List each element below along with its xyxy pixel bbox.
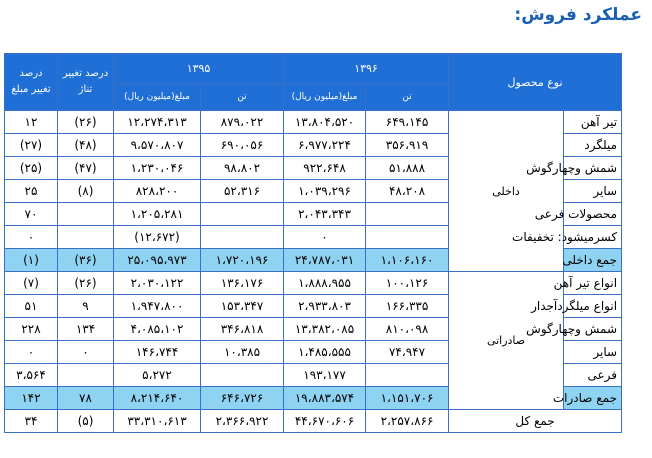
amount-1396-cell: ۱۳،۳۸۲،۰۸۵ [284,318,366,341]
amount-1396-cell: ۰ [284,226,366,249]
amount-1395-cell: ۱۴۶،۷۴۴ [114,341,201,364]
pct-amount-cell: ۱۲ [5,111,58,134]
pct-amount-cell: ۱۴۲ [5,387,58,410]
pct-tonnage-cell [58,226,114,249]
amount-1395-cell: ۱۲،۲۷۴،۳۱۳ [114,111,201,134]
ton-1396-cell: ۲،۲۵۷،۸۶۶ [366,410,449,433]
amount-1395-cell: ۱،۲۰۵،۲۸۱ [114,203,201,226]
ton-1395-header: تن [201,84,284,111]
pct-tonnage-cell: (۲۶) [58,272,114,295]
pct-tonnage-cell: (۳۶) [58,249,114,272]
product-cell: جمع صادرات [564,387,622,410]
pct-amount-cell: ۲۲۸ [5,318,58,341]
product-cell: کسرمیشود: تخفیفات [564,226,622,249]
ton-1395-cell: ۱۰،۳۸۵ [201,341,284,364]
ton-1395-cell: ۵۲،۳۱۶ [201,180,284,203]
amount-1396-cell: ۲،۹۳۳،۸۰۳ [284,295,366,318]
product-cell: سایر [564,341,622,364]
pct-amount-cell: ۰ [5,341,58,364]
ton-1396-cell: ۱،۱۵۱،۷۰۶ [366,387,449,410]
ton-1395-cell [201,203,284,226]
amount-1396-cell: ۱،۰۳۹،۲۹۶ [284,180,366,203]
amount-1396-cell: ۱۳،۸۰۴،۵۲۰ [284,111,366,134]
amount-1396-cell: ۴۴،۶۷۰،۶۰۶ [284,410,366,433]
product-cell: شمش وچهارگوش [564,318,622,341]
product-cell: تیر آهن [564,111,622,134]
ton-1396-cell: ۵۱،۸۸۸ [366,157,449,180]
amount-1396-cell: ۱۹۳،۱۷۷ [284,364,366,387]
product-type-header: نوع محصول [449,54,622,111]
product-cell: جمع کل [449,410,622,433]
pct-tonnage-cell [58,203,114,226]
pct-amount-cell: (۲۷) [5,134,58,157]
pct-tonnage-cell [58,364,114,387]
product-cell: سایر [564,180,622,203]
amount-1395-cell: ۳۳،۳۱۰،۶۱۳ [114,410,201,433]
pct-amount-cell: ۳۴ [5,410,58,433]
pct-amount-cell: (۷) [5,272,58,295]
amount-1396-cell: ۶،۹۷۷،۲۲۴ [284,134,366,157]
ton-1396-cell: ۴۸،۲۰۸ [366,180,449,203]
ton-1396-cell: ۷۴،۹۴۷ [366,341,449,364]
ton-1396-cell [366,203,449,226]
ton-1395-cell: ۳۴۶،۸۱۸ [201,318,284,341]
product-cell: فرعی [564,364,622,387]
amount-1395-cell: ۲۵،۰۹۵،۹۷۳ [114,249,201,272]
ton-1396-cell: ۱،۱۰۶،۱۶۰ [366,249,449,272]
amount-1395-cell: ۴،۰۸۵،۱۰۲ [114,318,201,341]
pct-amount-cell: ۳،۵۶۴ [5,364,58,387]
ton-1395-cell: ۱،۷۲۰،۱۹۶ [201,249,284,272]
amount-1396-header: مبلغ(میلیون ریال) [284,84,366,111]
amount-1395-cell: ۹،۵۷۰،۸۰۷ [114,134,201,157]
table-row [5,111,622,134]
year-1396-header: ۱۳۹۶ [284,54,449,84]
product-cell: انواع میلگردآجدار [564,295,622,318]
pct-amount-cell: ۵۱ [5,295,58,318]
pct-tonnage-cell: (۸) [58,180,114,203]
ton-1395-cell [201,226,284,249]
group-label-export: صادراتی [449,272,564,410]
table-row [5,272,622,295]
ton-1395-cell: ۹۸،۸۰۲ [201,157,284,180]
amount-1395-cell: ۲،۰۳۰،۱۲۲ [114,272,201,295]
group-label-domestic: داخلی [449,111,564,272]
ton-1395-cell: ۸۷۹،۰۲۲ [201,111,284,134]
amount-1396-cell: ۲۴،۷۸۷،۰۳۱ [284,249,366,272]
product-cell: جمع داخلی [564,249,622,272]
pct-tonnage-cell: (۴۷) [58,157,114,180]
pct-amount-cell: ۷۰ [5,203,58,226]
pct-tonnage-cell: ۷۸ [58,387,114,410]
ton-1395-cell: ۶۹۰،۰۵۶ [201,134,284,157]
product-cell: محصولات فرعی [564,203,622,226]
amount-1396-cell: ۹۲۲،۶۴۸ [284,157,366,180]
amount-1396-cell: ۱۹،۸۸۳،۵۷۴ [284,387,366,410]
amount-1395-cell: ۸۲۸،۲۰۰ [114,180,201,203]
product-cell: شمش وچهارگوش [564,157,622,180]
pct-tonnage-cell: ۰ [58,341,114,364]
ton-1395-cell: ۶۴۶،۷۲۶ [201,387,284,410]
amount-1396-cell: ۲،۰۴۳،۳۴۳ [284,203,366,226]
ton-1395-cell: ۲،۳۶۶،۹۲۲ [201,410,284,433]
year-1395-header: ۱۳۹۵ [114,54,284,84]
ton-1396-cell: ۶۴۹،۱۴۵ [366,111,449,134]
pct-change-amount-header: درصد تغییر مبلغ [5,54,58,111]
pct-change-tonnage-header: درصد تغییر تناژ [58,54,114,111]
amount-1395-cell: ۸،۲۱۴،۶۴۰ [114,387,201,410]
pct-tonnage-cell: (۲۶) [58,111,114,134]
product-cell: میلگرد [564,134,622,157]
ton-1396-cell: ۱۶۶،۳۳۵ [366,295,449,318]
ton-1395-cell [201,364,284,387]
pct-tonnage-cell: ۹ [58,295,114,318]
pct-amount-cell: (۲۵) [5,157,58,180]
amount-1396-cell: ۱،۴۸۵،۵۵۵ [284,341,366,364]
pct-tonnage-cell: (۴۸) [58,134,114,157]
ton-1396-cell: ۳۵۶،۹۱۹ [366,134,449,157]
pct-tonnage-cell: (۵) [58,410,114,433]
pct-amount-cell: (۱) [5,249,58,272]
page-title: عملکرد فروش: [514,5,642,25]
product-cell: انواع تیر آهن [564,272,622,295]
pct-amount-cell: ۰ [5,226,58,249]
sales-performance-table [4,53,622,433]
amount-1395-cell: (۱۲،۶۷۲) [114,226,201,249]
amount-1395-cell: ۵،۲۷۲ [114,364,201,387]
amount-1396-cell: ۱،۸۸۸،۹۵۵ [284,272,366,295]
ton-1395-cell: ۱۵۳،۳۴۷ [201,295,284,318]
ton-1396-cell: ۱۰۰،۱۲۶ [366,272,449,295]
amount-1395-cell: ۱،۹۴۷،۸۰۰ [114,295,201,318]
amount-1395-cell: ۱،۲۳۰،۰۴۶ [114,157,201,180]
ton-1396-cell [366,364,449,387]
grand-total-row [5,410,622,433]
pct-tonnage-cell: ۱۳۴ [58,318,114,341]
pct-amount-cell: ۲۵ [5,180,58,203]
ton-1396-cell: ۸۱۰،۰۹۸ [366,318,449,341]
ton-1396-cell [366,226,449,249]
ton-1395-cell: ۱۳۶،۱۷۶ [201,272,284,295]
ton-1396-header: تن [366,84,449,111]
amount-1395-header: مبلغ(میلیون ریال) [114,84,201,111]
